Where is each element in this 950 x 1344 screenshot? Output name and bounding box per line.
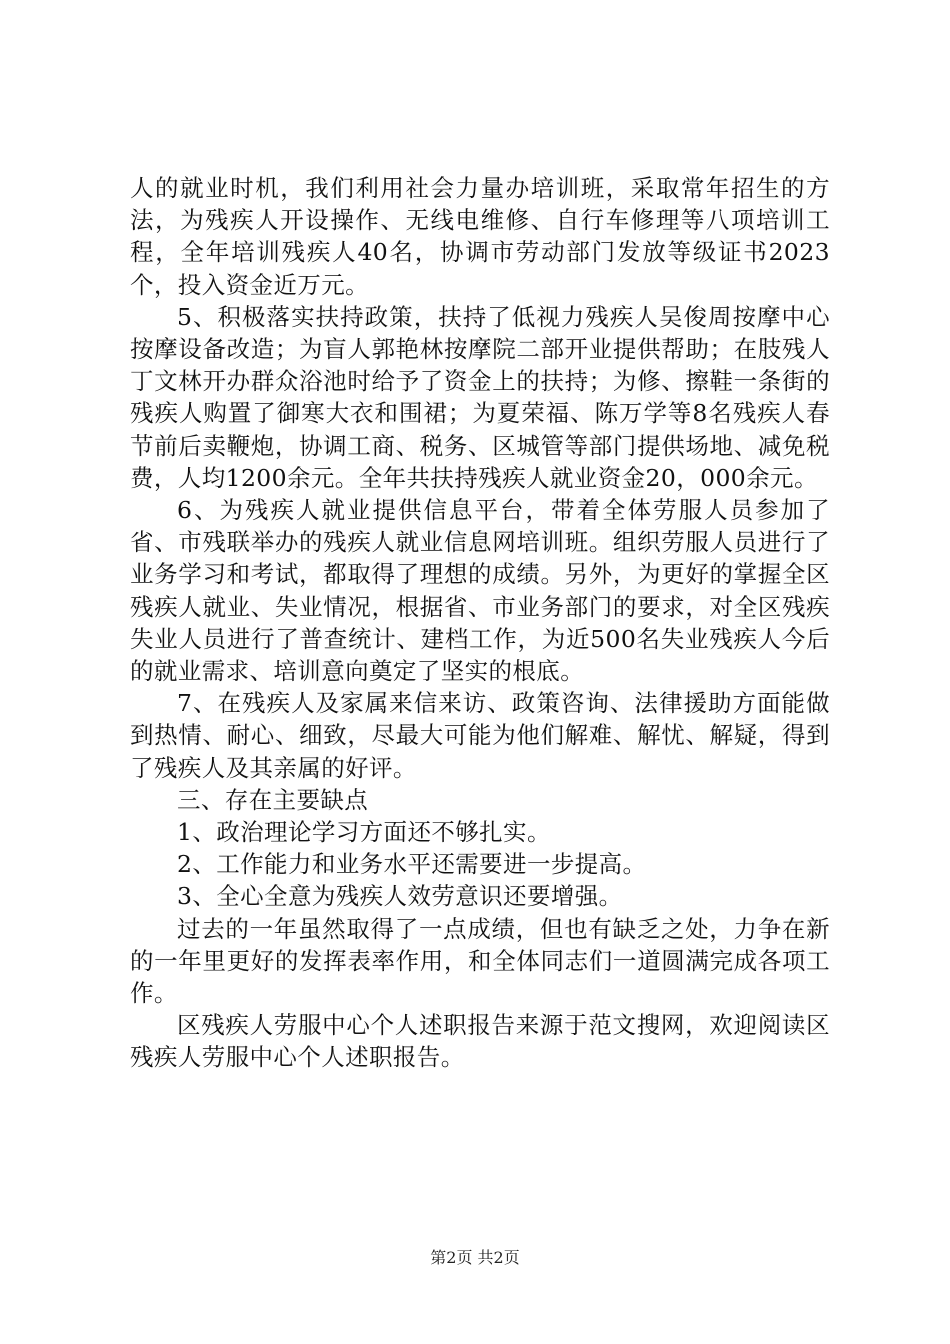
section-heading-shortcomings: 三、存在主要缺点: [177, 785, 369, 814]
paragraph-item-7-visits: 7、在残疾人及家属来信来访、政策咨询、法律援助方面能做到热情、耐心、细致，尽最大可能为他们解难、解忧、解疑，得到了残疾人及其亲属的好评。: [130, 689, 830, 782]
document-body: [130, 172, 830, 1074]
paragraph-source-note: 区残疾人劳服中心个人述职报告来源于范文搜网，欢迎阅读区残疾人劳服中心个人述职报告。: [130, 1011, 830, 1072]
paragraph-training-continuation: 人的就业时机，我们利用社会力量办培训班，采取常年招生的方法，为残疾人开设操作、无线电维修、自行车修理等八项培训工程，全年培训残疾人40名，协调市劳动部门发放等级证书2023个，投入资金近万元。: [130, 174, 830, 299]
paragraph-item-6-info-platform: 6、为残疾人就业提供信息平台，带着全体劳服人员参加了省、市残联举办的残疾人就业信息网培训班。组织劳服人员进行了业务学习和考试，都取得了理想的成绩。另外，为更好的掌握全区残疾人就业、失业情况，根据省、市业务部门的要求，对全区残疾失业人员进行了普查统计、建档工作，为近500名失业残疾人今后的就业需求、培训意向奠定了坚实的根底。: [130, 496, 830, 686]
paragraph-conclusion: 过去的一年虽然取得了一点成绩，但也有缺乏之处，力争在新的一年里更好的发挥表率作用，和全体同志们一道圆满完成各项工作。: [130, 914, 830, 1008]
page-number-footer: 第2页 共2页: [430, 1248, 520, 1267]
paragraph-item-5-support-policy: 5、积极落实扶持政策，扶持了低视力残疾人吴俊周按摩中心按摩设备改造；为盲人郭艳林按摩院二部开业提供帮助；在肢残人丁文林开办群众浴池时给予了资金上的扶持；为修、擦鞋一条街的残疾人购置了御寒大衣和围裙；为夏荣福、陈万学等8名残疾人春节前后卖鞭炮，协调工商、税务、区城管等部门提供场地、减免税费，人均1200余元。全年共扶持残疾人就业资金20，000余元。: [130, 302, 830, 492]
shortcoming-item-1: 1、政治理论学习方面还不够扎实。: [177, 818, 551, 847]
shortcoming-item-2: 2、工作能力和业务水平还需要进一步提高。: [177, 850, 647, 879]
shortcoming-item-3: 3、全心全意为残疾人效劳意识还要增强。: [177, 882, 623, 911]
